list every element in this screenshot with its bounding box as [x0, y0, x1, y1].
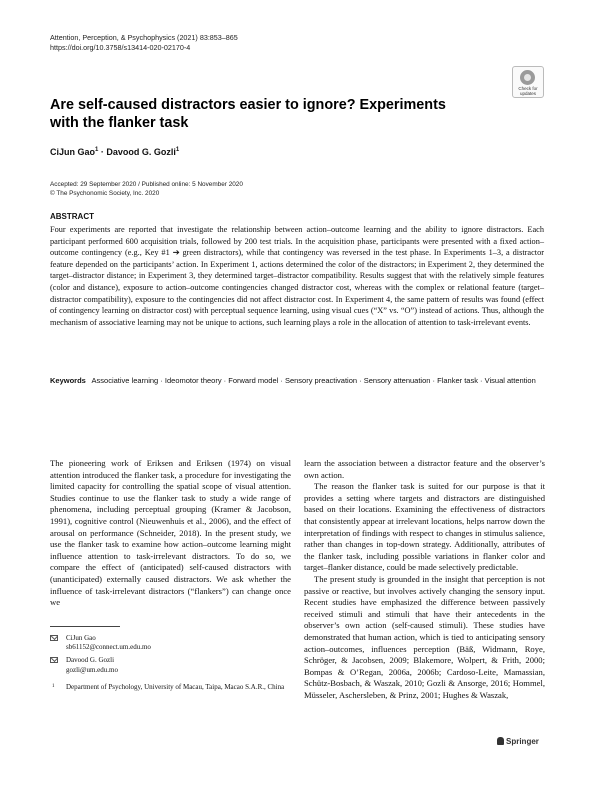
paper-title: Are self-caused distractors easier to ignore? Experiments with the flanker task [50, 97, 446, 131]
footnote-divider [50, 626, 120, 627]
contact-entry [50, 656, 285, 674]
journal-header [50, 33, 238, 52]
accepted-date: Accepted: 29 September 2020 / Published online: 5 November 2020 [50, 181, 243, 188]
springer-horse-icon [497, 737, 504, 745]
author-name: Davood G. Gozli [106, 147, 176, 157]
author-contacts [50, 634, 285, 692]
publisher-logo [497, 737, 539, 746]
envelope-icon [50, 657, 58, 663]
author-separator: · [100, 147, 104, 157]
journal-citation: Attention, Perception, & Psychophysics (2021) 83:853–865 [50, 33, 238, 42]
envelope-icon [50, 635, 58, 641]
contact-email[interactable]: gozli@um.edu.mo [66, 665, 118, 674]
body-paragraph: learn the association between a distractor feature and the observer’s own action. [304, 458, 545, 480]
update-icon [520, 70, 535, 85]
body-right-column [304, 458, 545, 701]
copyright-line: © The Psychonomic Society, Inc. 2020 [50, 190, 160, 197]
affiliation-marker: 1 [52, 683, 55, 689]
author-affil-marker: 1 [95, 147, 99, 153]
publication-info [50, 180, 243, 198]
badge-label: Check for updates [518, 86, 538, 96]
body-paragraph: The present study is grounded in the insight that perception is not passive or reactive, but involves actively changing the sensory input. Recent studies have emphasized the difference between passively received stimuli and stimuli that have their antecedents in the observer’s own action (self-caused stimuli). These studies have demonstrated that human action, which is tied to anticipating sensory action–outcomes, influences perception (Bäß, Widmann, Roye, Schröger, & Jacobsen, 2009; Blakemore, Wolpert, & Frith, 2000; Bompas & O’Regan, 2006a, 2006b; Cardoso-Leite, Mamassian, Schütz-Bosbach, & Waszak, 2010; Gozli & Ansorge, 2016; Hommel, Müsseler, Aschersleben, & Prinz, 2001; Hughes & Waszak, [304, 573, 545, 700]
abstract-text: Four experiments are reported that investigate the relationship between action–outcome learning and the ability to ignore distractors. Each participant performed 600 acquisition trials, followed by 200 test trials. In the acquisition phase, participants were presented with a fixed action–outcome contingency (e.g., Key #1 ➔ green distractors), while that contingency was reversed in the test phase. In Experiments 1–3, a distractor feature depended on the participants’ action. In Experiment 1, actions determined the color of the distractors; in Experiment 2, they determined the target–distractor distance; in Experiment 3, they determined target–distractor compatibility. Results suggest that with the relatively simple features (color and distance), exposure to action–outcome contingencies changed distractor cost, whereas with the complex or relational feature (target–distractor compatibility), exposure to the contingencies did not affect distractor cost. In Experiment 4, the same pattern of results was found (effect of contingency learning on distractor cost) with perceptual sequence learning, using visual cues (“X” vs. “O”) instead of actions. Thus, although the mechanism of associative learning may not be unique to actions, such learning plays a role in the allocation of attention to task-irrelevant events. [50, 225, 544, 327]
keywords-list: Associative learning · Ideomotor theory · Forward model · Sensory preactivation · Sensory attenuation · Flanker task · Visual attention [91, 376, 536, 385]
contact-email[interactable]: sb61152@connect.um.edu.mo [66, 643, 151, 652]
author-name: CiJun Gao [50, 147, 96, 157]
author-list [50, 147, 179, 157]
abstract-heading: ABSTRACT [50, 212, 94, 221]
publisher-name: Springer [506, 737, 539, 746]
author-affil-marker: 1 [175, 147, 180, 153]
body-left-column [50, 458, 291, 609]
keywords [50, 375, 544, 386]
body-paragraph: The pioneering work of Eriksen and Eriksen (1974) on visual attention introduced the flanker task, a procedure for investigating the limited capacity for controlling the spatial scope of visual attention. Studies continue to use the flanker task to study a wide range of phenomena, including perceptual grouping (Kramer & Jacobson, 1991), cognitive control (Nieuwenhuis et al., 2006), and the effect of arousal on performance (Schneider, 2018). In the present study, we use the flanker task to examine how action–outcome learning might influence attention to task-irrelevant distractors. To do so, we compare the effect of (anticipated) self-caused distractors with (unanticipated) externally caused distractors. We ask whether the influence of task-irrelevant distractors (“flankers”) can change once we [50, 458, 291, 608]
keywords-label: Keywords [50, 376, 86, 385]
doi-link[interactable]: https://doi.org/10.3758/s13414-020-02170-4 [50, 42, 191, 52]
check-for-updates-badge[interactable] [512, 66, 544, 98]
affiliation-entry [50, 683, 285, 692]
affiliation-text: Department of Psychology, University of Macau, Taipa, Macao S.A.R., China [66, 682, 285, 691]
body-paragraph: The reason the flanker task is suited for our purpose is that it provides a setting where targets and distractors are distinguished based on their locations. Examining the effectiveness of distractors that consistently appear at irrelevant locations, helps narrow down the interpretation of findings with respect to changes in stimulus salience, rather than changes in top-down strategy. Additionally, attributes of the flanker task, including possible variations in flanker color and target–flanker distance, could be made selectively predictable. [304, 481, 545, 573]
contact-entry [50, 634, 285, 652]
contact-name: CiJun Gao [66, 634, 96, 642]
contact-name: Davood G. Gozli [66, 656, 115, 665]
